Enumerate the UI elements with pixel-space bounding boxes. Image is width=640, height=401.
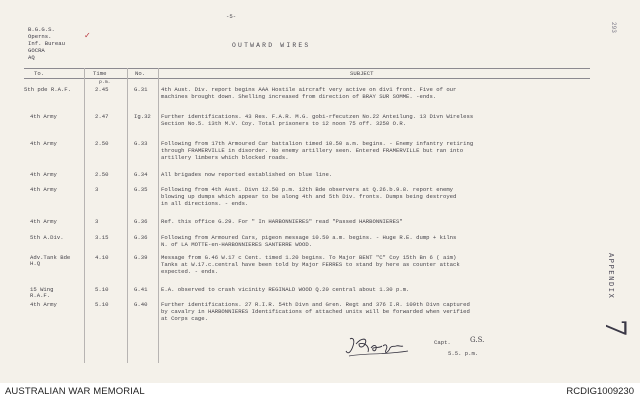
- row-number: G.31: [134, 86, 148, 93]
- table-top-rule: [24, 68, 590, 69]
- row-subject-line: Further identifications. 43 Res. F.A.R. M.G. gobi-rfecutzen No.22 Anteilung. 13 Divn Wireless: [161, 113, 474, 120]
- row-time: 2.47: [95, 113, 109, 120]
- row-number: G.40: [134, 301, 148, 308]
- red-tick-mark: ✓: [84, 31, 91, 40]
- svg-text:APPENDIX: APPENDIX: [606, 253, 614, 300]
- row-time: 4.10: [95, 254, 109, 261]
- row-number: G.36: [134, 234, 148, 241]
- header-line-3: Inf. Bureau: [28, 40, 65, 47]
- row-to: 4th Army: [30, 171, 57, 178]
- signature-initials: G.S.: [470, 336, 485, 344]
- column-header-time: Time: [93, 70, 107, 77]
- table-header-rule: [24, 78, 590, 79]
- row-subject-line: E.A. observed to crash vicinity REGINALD WOOD Q.20 central about 1.30 p.m.: [161, 286, 410, 293]
- signature-rank: Capt.: [434, 339, 451, 346]
- header-line-5: AQ: [28, 54, 35, 61]
- row-number: G.33: [134, 140, 148, 147]
- column-divider: [127, 68, 128, 363]
- row-time: 2.50: [95, 171, 109, 178]
- row-subject-line: Message from G.46 W.17 c Cent. timed 1.20 begins. To Major BENT "C" Coy 15th Bn 6 ( aim): [161, 254, 457, 261]
- row-subject-line: through FRAMERVILLE in disorder. No enemy artillery seen. Entered FRAMERVILLE but ran into: [161, 147, 464, 154]
- footer-bar: [0, 383, 640, 401]
- time-unit-label: p.m.: [99, 80, 111, 85]
- row-subject-line: in all directions. - ends.: [161, 200, 249, 207]
- row-subject-line: Further identifications. 27 R.I.R. 54th Divn and Gren. Regt and 376 I.R. 109th Divn captured: [161, 301, 470, 308]
- column-divider: [84, 68, 85, 363]
- row-subject-line: Ref. this office G.29. For " In HARBONNIERES" read "Passed HARBONNIERES": [161, 218, 403, 225]
- header-line-1: B.G.G.S.: [28, 26, 55, 33]
- header-line-4: GOCRA: [28, 47, 45, 54]
- row-to: 4th Army: [30, 140, 57, 147]
- row-subject-line: artillery limbers which blocked roads.: [161, 154, 289, 161]
- row-number: G.35: [134, 186, 148, 193]
- page-number: -5-: [226, 13, 237, 20]
- appendix-stamp: [599, 245, 632, 361]
- row-subject-line: blowing up dumps which appear to be along 4th and 5th Div. fronts. Dumps being destroyed: [161, 193, 457, 200]
- row-number: G.36: [134, 218, 148, 225]
- corner-number: 293: [610, 22, 617, 33]
- row-number: G.41: [134, 286, 148, 293]
- row-subject-line: Following from 4th Aust. Divn 12.50 p.m. 12th Bde observers at Q.26.b.9.8. report enemy: [161, 186, 454, 193]
- row-to: 5th A.Div.: [30, 234, 64, 241]
- row-subject-line: at Corps cage.: [161, 315, 208, 322]
- row-subject-line: Tanks at W.17.c.central have been told by Major FERRES to stand by here as counter attack: [161, 261, 460, 268]
- row-subject-line: expected. - ends.: [161, 268, 219, 275]
- row-time: 5.10: [95, 286, 109, 293]
- row-number: Ig.32: [134, 113, 151, 120]
- svg-text:7: 7: [599, 319, 632, 337]
- column-divider: [158, 68, 159, 363]
- row-to: 4th Army: [30, 186, 57, 193]
- row-subject-line: by cavalry in HARBONNIERES Identifications of attached units will be forwarded when verified: [161, 308, 470, 315]
- document-title: OUTWARD WIRES: [232, 42, 311, 49]
- row-time: 2.45: [95, 86, 109, 93]
- row-to: 15 Wing R.A.F.: [30, 286, 54, 300]
- row-subject-line: Following from Armoured Cars, pigeon message 10.50 a.m. begins. - Huge R.E. dump + kilns: [161, 234, 457, 241]
- row-time: 5.10: [95, 301, 109, 308]
- row-to: 4th Army: [30, 218, 57, 225]
- column-header-to: To.: [34, 70, 45, 77]
- row-subject-line: N. of LA MOTTE-en-HARBONNIERES SANTERRE WOOD.: [161, 241, 313, 248]
- column-header-no: No.: [135, 70, 146, 77]
- signature-time: 5.5. p.m.: [448, 350, 479, 357]
- footer-record-id: RCDIG1009230: [566, 386, 634, 397]
- row-to: 4th Army: [30, 301, 57, 308]
- row-subject-line: All brigades now reported established on blue line.: [161, 171, 333, 178]
- row-time: 3.15: [95, 234, 109, 241]
- handwritten-signature: [344, 334, 418, 360]
- row-subject-line: Section No.5. 13th M.V. Coy. Total prisoners to 12 noon 75 off. 3250 O.R.: [161, 120, 407, 127]
- footer-source: AUSTRALIAN WAR MEMORIAL: [5, 386, 145, 397]
- row-time: 3: [95, 186, 99, 193]
- header-line-2: Operns.: [28, 33, 52, 40]
- row-number: G.34: [134, 171, 148, 178]
- row-to: 5th pde R.A.F.: [24, 86, 71, 93]
- row-number: G.39: [134, 254, 148, 261]
- row-time: 2.50: [95, 140, 109, 147]
- row-to: Adv.Tank Bde H.Q: [30, 254, 71, 268]
- row-time: 3: [95, 218, 99, 225]
- row-subject-line: machines brought down. Shelling increased from direction of BRAY SUR SOMME. -ends.: [161, 93, 437, 100]
- row-subject-line: 4th Aust. Div. report begins AAA Hostile aircraft very active on div1 front. Five of our: [161, 86, 457, 93]
- column-header-subject: SUBJECT: [350, 70, 374, 77]
- row-to: 4th Army: [30, 113, 57, 120]
- row-subject-line: Following from 17th Armoured Car battalion timed 10.50 a.m. begins. - Enemy infantry retiring: [161, 140, 474, 147]
